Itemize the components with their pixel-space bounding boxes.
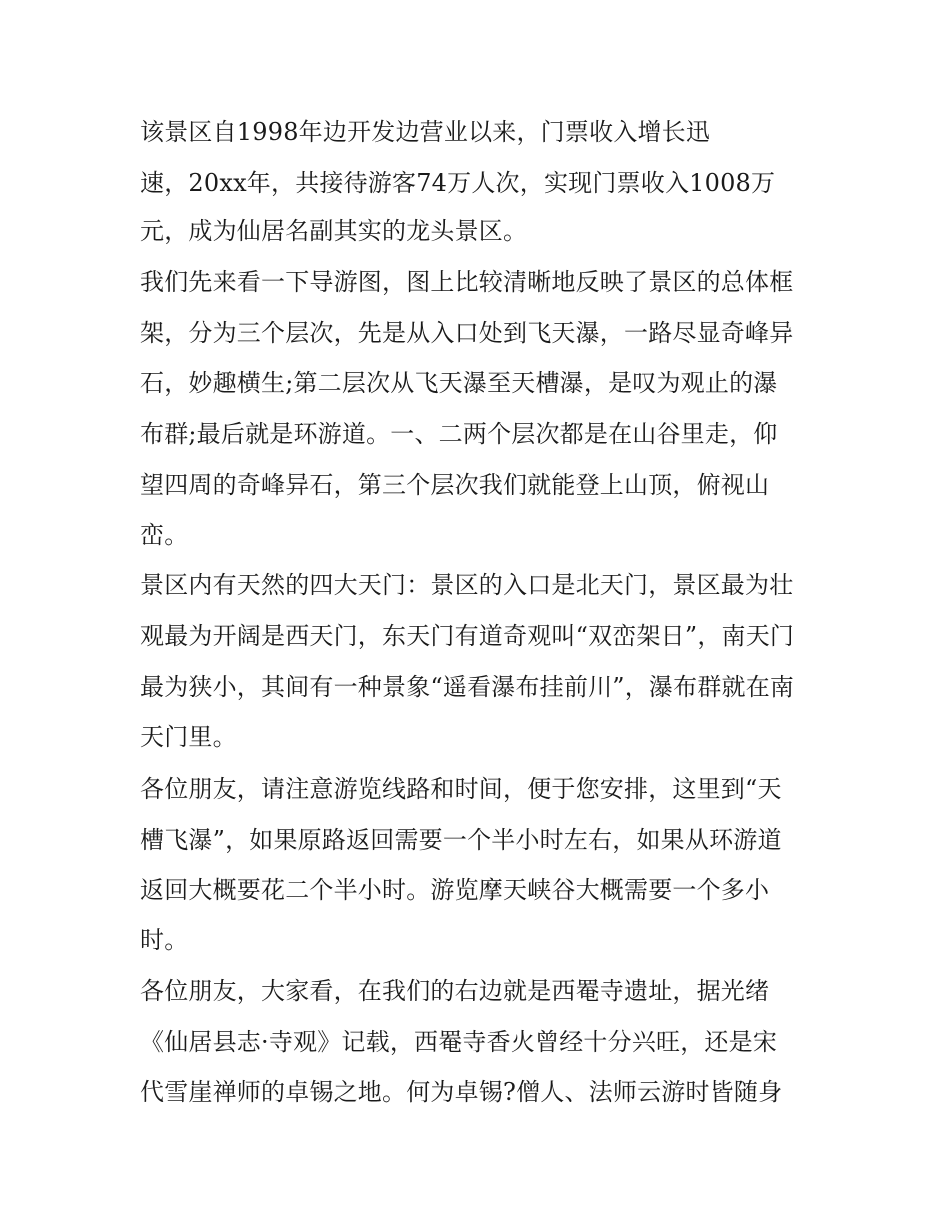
text-line: 槽飞瀑”，如果原路返回需要一个半小时左右，如果从环游道 [140,826,782,854]
text-line: 布群;最后就是环游道。一、二两个层次都是在山谷里走，仰 [140,420,778,448]
text-line: 元，成为仙居名副其实的龙头景区。 [140,217,528,245]
text-line: 各位朋友，请注意游览线路和时间，便于您安排，这里到“天 [140,775,782,803]
text-line: 我们先来看一下导游图，图上比较清晰地反映了景区的总体框 [140,268,794,296]
text-line: 峦。 [140,521,189,549]
text-line: 最为狭小，其间有一种景象“遥看瀑布挂前川”，瀑布群就在南 [140,673,795,701]
text-line: 各位朋友，大家看，在我们的右边就是西罨寺遗址，据光绪 [140,977,770,1005]
text-line: 景区内有天然的四大天门：景区的入口是北天门，景区最为壮 [140,571,794,599]
text-line: 该景区自1998年边开发边营业以来，门票收入增长迅 [140,118,711,146]
text-line: 天门里。 [140,723,237,751]
text-line: 石，妙趣横生;第二层次从飞天瀑至天槽瀑，是叹为观止的瀑 [140,369,778,397]
text-line: 时。 [140,926,189,954]
text-line: 观最为开阔是西天门，东天门有道奇观叫“双峦架日”，南天门 [140,622,795,650]
text-line: 速，20xx年，共接待游客74万人次，实现门票收入1008万 [140,169,776,197]
text-line: 望四周的奇峰异石，第三个层次我们就能登上山顶，俯视山 [140,471,770,499]
text-line: 《仙居县志·寺观》记载，西罨寺香火曾经十分兴旺，还是宋 [140,1028,778,1056]
text-line: 返回大概要花二个半小时。游览摩天峡谷大概需要一个多小 [140,876,770,904]
text-line: 代雪崖禅师的卓锡之地。何为卓锡?僧人、法师云游时皆随身 [140,1078,783,1106]
text-line: 架，分为三个层次，先是从入口处到飞天瀑，一路尽显奇峰异 [140,319,794,347]
